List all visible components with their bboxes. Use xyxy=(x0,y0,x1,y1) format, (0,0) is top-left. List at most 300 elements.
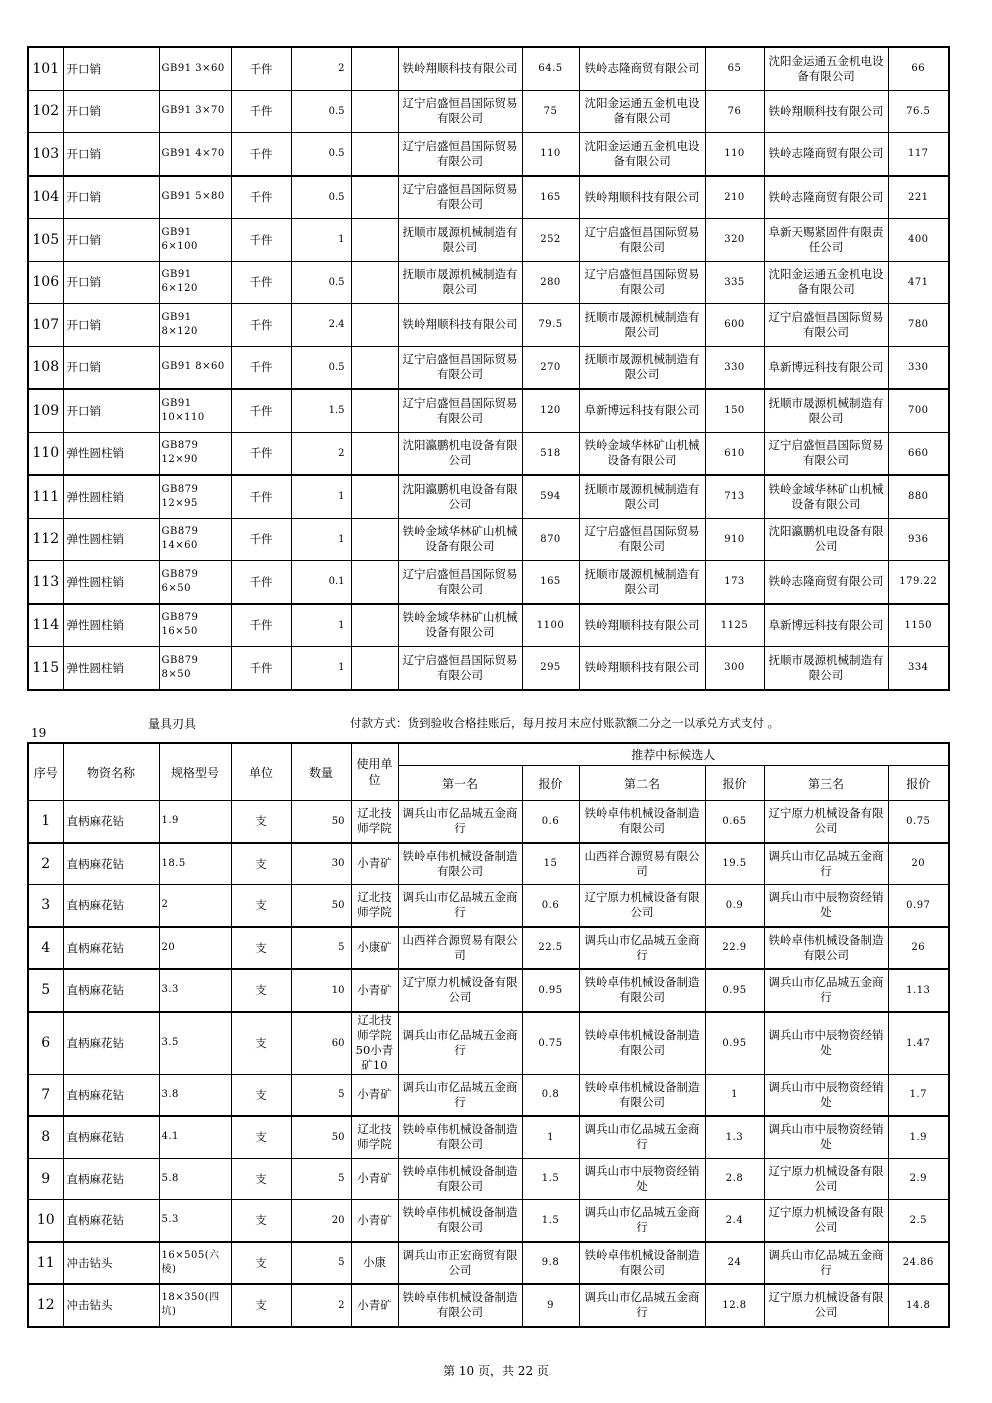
using-unit: 辽北技师学院 xyxy=(351,801,398,843)
using-unit xyxy=(351,47,398,90)
item-unit: 千件 xyxy=(231,432,291,475)
third-supplier: 阜新博远科技有限公司 xyxy=(764,346,888,389)
second-price: 0.95 xyxy=(705,1012,764,1075)
third-supplier: 铁岭志隆商贸有限公司 xyxy=(764,133,888,176)
table-row xyxy=(28,561,949,604)
first-supplier: 辽宁启盛恒昌国际贸易有限公司 xyxy=(398,90,522,133)
item-spec: 3.5 xyxy=(159,1012,231,1075)
second-price: 610 xyxy=(705,432,764,475)
item-quantity: 1 xyxy=(291,518,351,561)
first-supplier: 铁岭卓伟机械设备制造有限公司 xyxy=(398,843,522,885)
item-name: 开口销 xyxy=(63,389,159,432)
first-supplier: 山西祥合源贸易有限公司 xyxy=(398,927,522,970)
item-quantity: 0.5 xyxy=(291,176,351,219)
first-price: 165 xyxy=(522,561,579,604)
first-price: 0.75 xyxy=(522,1012,579,1075)
first-supplier: 铁岭金域华林矿山机械设备有限公司 xyxy=(398,604,522,647)
item-name: 弹性圆柱销 xyxy=(63,475,159,518)
second-price: 19.5 xyxy=(705,843,764,885)
second-supplier: 调兵山市中辰物资经销处 xyxy=(579,1158,705,1200)
item-spec: GB91 8×120 xyxy=(159,304,231,347)
item-name: 直柄麻花钻 xyxy=(63,843,159,885)
using-unit: 小康矿 xyxy=(351,927,398,970)
item-unit: 千件 xyxy=(231,261,291,304)
item-unit: 千件 xyxy=(231,604,291,647)
table-row xyxy=(28,261,949,304)
third-supplier: 辽宁启盛恒昌国际贸易有限公司 xyxy=(764,304,888,347)
item-name: 弹性圆柱销 xyxy=(63,604,159,647)
header-candidates: 推荐中标候选人 xyxy=(398,743,949,766)
item-spec: 4.1 xyxy=(159,1116,231,1158)
item-quantity: 2 xyxy=(291,47,351,90)
item-quantity: 50 xyxy=(291,801,351,843)
first-price: 0.6 xyxy=(522,801,579,843)
item-spec: GB879 16×50 xyxy=(159,604,231,647)
using-unit xyxy=(351,475,398,518)
item-unit: 千件 xyxy=(231,219,291,262)
third-price: 1150 xyxy=(888,604,949,647)
using-unit: 小青矿 xyxy=(351,1158,398,1200)
second-price: 2.4 xyxy=(705,1200,764,1242)
table-row xyxy=(28,1012,949,1075)
table-row xyxy=(28,47,949,90)
second-supplier: 辽宁启盛恒昌国际贸易有限公司 xyxy=(579,261,705,304)
third-price: 880 xyxy=(888,475,949,518)
first-price: 1.5 xyxy=(522,1158,579,1200)
first-price: 270 xyxy=(522,346,579,389)
table-row xyxy=(28,1116,949,1158)
third-price: 1.9 xyxy=(888,1116,949,1158)
second-supplier: 铁岭卓伟机械设备制造有限公司 xyxy=(579,1074,705,1116)
item-name: 开口销 xyxy=(63,219,159,262)
second-supplier: 铁岭翔顺科技有限公司 xyxy=(579,604,705,647)
row-number: 105 xyxy=(28,219,63,262)
using-unit xyxy=(351,432,398,475)
first-price: 9 xyxy=(522,1284,579,1327)
using-unit: 辽北技师学院 xyxy=(351,885,398,927)
third-supplier: 铁岭金域华林矿山机械设备有限公司 xyxy=(764,475,888,518)
second-supplier: 铁岭卓伟机械设备制造有限公司 xyxy=(579,801,705,843)
row-number: 106 xyxy=(28,261,63,304)
item-unit: 支 xyxy=(231,1242,291,1285)
first-supplier: 辽宁启盛恒昌国际贸易有限公司 xyxy=(398,346,522,389)
second-supplier: 调兵山市亿品城五金商行 xyxy=(579,1116,705,1158)
item-name: 冲击钻头 xyxy=(63,1242,159,1285)
row-number: 12 xyxy=(28,1284,63,1327)
page-footer: 第 10 页，共 22 页 xyxy=(443,1364,549,1378)
row-number: 3 xyxy=(28,885,63,927)
header-third: 第三名 xyxy=(764,766,888,801)
first-supplier: 调兵山市亿品城五金商行 xyxy=(398,1012,522,1075)
third-price: 1.47 xyxy=(888,1012,949,1075)
item-unit: 千件 xyxy=(231,176,291,219)
row-number: 103 xyxy=(28,133,63,176)
item-unit: 支 xyxy=(231,1012,291,1075)
second-supplier: 铁岭翔顺科技有限公司 xyxy=(579,176,705,219)
third-price: 117 xyxy=(888,133,949,176)
third-supplier: 调兵山市亿品城五金商行 xyxy=(764,1242,888,1285)
item-unit: 千件 xyxy=(231,304,291,347)
item-spec: GB91 4×70 xyxy=(159,133,231,176)
item-unit: 千件 xyxy=(231,518,291,561)
third-supplier: 铁岭志隆商贸有限公司 xyxy=(764,176,888,219)
header-unit: 单位 xyxy=(231,743,291,801)
header-price-1: 报价 xyxy=(522,766,579,801)
item-name: 弹性圆柱销 xyxy=(63,518,159,561)
using-unit: 辽北技师学院50小青矿10 xyxy=(351,1012,398,1075)
row-number: 5 xyxy=(28,969,63,1012)
item-quantity: 2.4 xyxy=(291,304,351,347)
table-row xyxy=(28,969,949,1012)
first-supplier: 辽宁启盛恒昌国际贸易有限公司 xyxy=(398,561,522,604)
first-price: 110 xyxy=(522,133,579,176)
row-number: 107 xyxy=(28,304,63,347)
row-number: 109 xyxy=(28,389,63,432)
item-unit: 千件 xyxy=(231,346,291,389)
second-supplier: 调兵山市亿品城五金商行 xyxy=(579,1200,705,1242)
third-price: 471 xyxy=(888,261,949,304)
third-price: 330 xyxy=(888,346,949,389)
item-spec: 16×505(六棱) xyxy=(159,1242,231,1285)
third-supplier: 铁岭翔顺科技有限公司 xyxy=(764,90,888,133)
second-price: 2.8 xyxy=(705,1158,764,1200)
first-supplier: 铁岭卓伟机械设备制造有限公司 xyxy=(398,1158,522,1200)
item-unit: 支 xyxy=(231,1200,291,1242)
table-row xyxy=(28,927,949,970)
table-row xyxy=(28,219,949,262)
header-qty: 数量 xyxy=(291,743,351,801)
second-price: 1 xyxy=(705,1074,764,1116)
using-unit xyxy=(351,518,398,561)
item-name: 弹性圆柱销 xyxy=(63,432,159,475)
item-unit: 千件 xyxy=(231,647,291,690)
second-price: 22.9 xyxy=(705,927,764,970)
table-row xyxy=(28,843,949,885)
item-unit: 千件 xyxy=(231,47,291,90)
second-price: 0.65 xyxy=(705,801,764,843)
third-supplier: 调兵山市中辰物资经销处 xyxy=(764,1012,888,1075)
first-price: 15 xyxy=(522,843,579,885)
third-supplier: 调兵山市中辰物资经销处 xyxy=(764,1116,888,1158)
third-supplier: 沈阳金运通五金机电设备有限公司 xyxy=(764,47,888,90)
using-unit xyxy=(351,346,398,389)
second-price: 1125 xyxy=(705,604,764,647)
row-number: 112 xyxy=(28,518,63,561)
table-row xyxy=(28,389,949,432)
second-price: 110 xyxy=(705,133,764,176)
item-name: 直柄麻花钻 xyxy=(63,969,159,1012)
second-supplier: 抚顺市晟源机械制造有限公司 xyxy=(579,561,705,604)
third-supplier: 辽宁原力机械设备有限公司 xyxy=(764,1158,888,1200)
using-unit: 小青矿 xyxy=(351,1200,398,1242)
first-supplier: 抚顺市晟源机械制造有限公司 xyxy=(398,261,522,304)
third-supplier: 抚顺市晟源机械制造有限公司 xyxy=(764,647,888,690)
item-quantity: 50 xyxy=(291,885,351,927)
table-row xyxy=(28,1284,949,1327)
first-price: 280 xyxy=(522,261,579,304)
third-price: 14.8 xyxy=(888,1284,949,1327)
item-name: 直柄麻花钻 xyxy=(63,1158,159,1200)
section-number: 19 xyxy=(31,726,47,740)
item-quantity: 30 xyxy=(291,843,351,885)
item-spec: 20 xyxy=(159,927,231,970)
row-number: 101 xyxy=(28,47,63,90)
first-price: 64.5 xyxy=(522,47,579,90)
second-price: 1.3 xyxy=(705,1116,764,1158)
second-supplier: 铁岭卓伟机械设备制造有限公司 xyxy=(579,969,705,1012)
first-supplier: 辽宁原力机械设备有限公司 xyxy=(398,969,522,1012)
first-supplier: 辽宁启盛恒昌国际贸易有限公司 xyxy=(398,389,522,432)
third-price: 2.5 xyxy=(888,1200,949,1242)
header-price-3: 报价 xyxy=(888,766,949,801)
second-supplier: 铁岭志隆商贸有限公司 xyxy=(579,47,705,90)
third-price: 221 xyxy=(888,176,949,219)
item-name: 直柄麻花钻 xyxy=(63,1012,159,1075)
second-price: 713 xyxy=(705,475,764,518)
item-unit: 支 xyxy=(231,969,291,1012)
second-supplier: 山西祥合源贸易有限公司 xyxy=(579,843,705,885)
second-price: 600 xyxy=(705,304,764,347)
item-name: 开口销 xyxy=(63,346,159,389)
item-quantity: 5 xyxy=(291,1074,351,1116)
using-unit: 小青矿 xyxy=(351,1284,398,1327)
using-unit: 小青矿 xyxy=(351,969,398,1012)
second-supplier: 辽宁启盛恒昌国际贸易有限公司 xyxy=(579,518,705,561)
third-price: 0.97 xyxy=(888,885,949,927)
section-title: 量具刃具 xyxy=(148,717,197,731)
item-quantity: 0.5 xyxy=(291,133,351,176)
first-supplier: 铁岭翔顺科技有限公司 xyxy=(398,304,522,347)
item-quantity: 2 xyxy=(291,1284,351,1327)
first-price: 120 xyxy=(522,389,579,432)
item-name: 直柄麻花钻 xyxy=(63,1074,159,1116)
item-spec: 1.9 xyxy=(159,801,231,843)
first-price: 0.8 xyxy=(522,1074,579,1116)
item-spec: GB91 3×60 xyxy=(159,47,231,90)
second-supplier: 沈阳金运通五金机电设备有限公司 xyxy=(579,133,705,176)
second-supplier: 铁岭金域华林矿山机械设备有限公司 xyxy=(579,432,705,475)
second-supplier: 辽宁启盛恒昌国际贸易有限公司 xyxy=(579,219,705,262)
item-name: 开口销 xyxy=(63,304,159,347)
third-supplier: 调兵山市中辰物资经销处 xyxy=(764,1074,888,1116)
table-row xyxy=(28,518,949,561)
second-supplier: 沈阳金运通五金机电设备有限公司 xyxy=(579,90,705,133)
third-price: 1.7 xyxy=(888,1074,949,1116)
first-supplier: 辽宁启盛恒昌国际贸易有限公司 xyxy=(398,176,522,219)
second-supplier: 阜新博远科技有限公司 xyxy=(579,389,705,432)
table-row xyxy=(28,1200,949,1242)
first-supplier: 辽宁启盛恒昌国际贸易有限公司 xyxy=(398,133,522,176)
item-spec: 3.8 xyxy=(159,1074,231,1116)
table-row xyxy=(28,647,949,690)
second-price: 335 xyxy=(705,261,764,304)
using-unit xyxy=(351,176,398,219)
table-row xyxy=(28,346,949,389)
second-price: 0.95 xyxy=(705,969,764,1012)
header-price-2: 报价 xyxy=(705,766,764,801)
item-name: 直柄麻花钻 xyxy=(63,1116,159,1158)
second-price: 76 xyxy=(705,90,764,133)
item-quantity: 0.5 xyxy=(291,261,351,304)
first-supplier: 铁岭金域华林矿山机械设备有限公司 xyxy=(398,518,522,561)
first-supplier: 调兵山市正宏商贸有限公司 xyxy=(398,1242,522,1285)
second-price: 330 xyxy=(705,346,764,389)
using-unit xyxy=(351,133,398,176)
item-quantity: 5 xyxy=(291,1242,351,1285)
item-unit: 千件 xyxy=(231,389,291,432)
second-supplier: 铁岭卓伟机械设备制造有限公司 xyxy=(579,1012,705,1075)
first-price: 79.5 xyxy=(522,304,579,347)
item-unit: 支 xyxy=(231,1074,291,1116)
third-price: 20 xyxy=(888,843,949,885)
item-unit: 支 xyxy=(231,1158,291,1200)
item-spec: GB879 6×50 xyxy=(159,561,231,604)
table-row xyxy=(28,604,949,647)
first-supplier: 铁岭卓伟机械设备制造有限公司 xyxy=(398,1284,522,1327)
item-spec: 5.3 xyxy=(159,1200,231,1242)
item-name: 开口销 xyxy=(63,176,159,219)
second-supplier: 抚顺市晟源机械制造有限公司 xyxy=(579,475,705,518)
row-number: 110 xyxy=(28,432,63,475)
table-row xyxy=(28,1074,949,1116)
third-price: 0.75 xyxy=(888,801,949,843)
using-unit xyxy=(351,389,398,432)
header-second: 第二名 xyxy=(579,766,705,801)
item-spec: 18×350(四坑) xyxy=(159,1284,231,1327)
using-unit xyxy=(351,90,398,133)
using-unit: 小青矿 xyxy=(351,1074,398,1116)
item-unit: 支 xyxy=(231,1116,291,1158)
first-supplier: 抚顺市晟源机械制造有限公司 xyxy=(398,219,522,262)
third-price: 66 xyxy=(888,47,949,90)
row-number: 108 xyxy=(28,346,63,389)
item-spec: GB879 8×50 xyxy=(159,647,231,690)
table-row xyxy=(28,1242,949,1285)
first-supplier: 沈阳瀛鹏机电设备有限公司 xyxy=(398,475,522,518)
third-supplier: 阜新天赐紧固件有限责任公司 xyxy=(764,219,888,262)
row-number: 111 xyxy=(28,475,63,518)
row-number: 4 xyxy=(28,927,63,970)
row-number: 2 xyxy=(28,843,63,885)
first-supplier: 调兵山市亿品城五金商行 xyxy=(398,1074,522,1116)
first-price: 22.5 xyxy=(522,927,579,970)
using-unit: 小青矿 xyxy=(351,843,398,885)
third-price: 700 xyxy=(888,389,949,432)
third-price: 334 xyxy=(888,647,949,690)
item-quantity: 0.5 xyxy=(291,346,351,389)
using-unit xyxy=(351,561,398,604)
bid-table-tools xyxy=(27,742,950,1328)
second-price: 65 xyxy=(705,47,764,90)
third-supplier: 调兵山市中辰物资经销处 xyxy=(764,885,888,927)
table-row xyxy=(28,90,949,133)
first-supplier: 铁岭卓伟机械设备制造有限公司 xyxy=(398,1200,522,1242)
third-price: 660 xyxy=(888,432,949,475)
using-unit xyxy=(351,261,398,304)
item-unit: 千件 xyxy=(231,90,291,133)
item-unit: 支 xyxy=(231,885,291,927)
item-name: 开口销 xyxy=(63,90,159,133)
third-price: 1.13 xyxy=(888,969,949,1012)
using-unit xyxy=(351,647,398,690)
row-number: 8 xyxy=(28,1116,63,1158)
first-supplier: 辽宁启盛恒昌国际贸易有限公司 xyxy=(398,647,522,690)
item-quantity: 0.5 xyxy=(291,90,351,133)
first-price: 75 xyxy=(522,90,579,133)
third-supplier: 辽宁启盛恒昌国际贸易有限公司 xyxy=(764,432,888,475)
third-price: 400 xyxy=(888,219,949,262)
first-supplier: 调兵山市亿品城五金商行 xyxy=(398,885,522,927)
table-row xyxy=(28,133,949,176)
item-spec: GB91 10×110 xyxy=(159,389,231,432)
item-spec: GB91 8×60 xyxy=(159,346,231,389)
first-supplier: 沈阳瀛鹏机电设备有限公司 xyxy=(398,432,522,475)
bid-table-pins xyxy=(27,46,950,691)
third-supplier: 沈阳金运通五金机电设备有限公司 xyxy=(764,261,888,304)
table-row xyxy=(28,1158,949,1200)
item-quantity: 20 xyxy=(291,1200,351,1242)
table-row xyxy=(28,801,949,843)
item-name: 直柄麻花钻 xyxy=(63,801,159,843)
first-price: 0.95 xyxy=(522,969,579,1012)
first-price: 1 xyxy=(522,1116,579,1158)
second-price: 173 xyxy=(705,561,764,604)
item-spec: GB91 6×120 xyxy=(159,261,231,304)
row-number: 102 xyxy=(28,90,63,133)
item-name: 弹性圆柱销 xyxy=(63,647,159,690)
item-quantity: 5 xyxy=(291,1158,351,1200)
item-name: 弹性圆柱销 xyxy=(63,561,159,604)
third-supplier: 阜新博远科技有限公司 xyxy=(764,604,888,647)
third-price: 780 xyxy=(888,304,949,347)
second-price: 24 xyxy=(705,1242,764,1285)
first-price: 9.8 xyxy=(522,1242,579,1285)
header-no: 序号 xyxy=(28,743,63,801)
using-unit: 小康 xyxy=(351,1242,398,1285)
item-spec: 2 xyxy=(159,885,231,927)
third-supplier: 辽宁原力机械设备有限公司 xyxy=(764,1284,888,1327)
item-quantity: 0.1 xyxy=(291,561,351,604)
row-number: 6 xyxy=(28,1012,63,1075)
third-price: 2.9 xyxy=(888,1158,949,1200)
row-number: 104 xyxy=(28,176,63,219)
item-spec: GB879 14×60 xyxy=(159,518,231,561)
third-supplier: 铁岭志隆商贸有限公司 xyxy=(764,561,888,604)
item-quantity: 1 xyxy=(291,219,351,262)
third-price: 76.5 xyxy=(888,90,949,133)
item-unit: 支 xyxy=(231,927,291,970)
first-supplier: 铁岭卓伟机械设备制造有限公司 xyxy=(398,1116,522,1158)
item-quantity: 60 xyxy=(291,1012,351,1075)
using-unit xyxy=(351,304,398,347)
third-supplier: 辽宁原力机械设备有限公司 xyxy=(764,801,888,843)
item-spec: 18.5 xyxy=(159,843,231,885)
second-price: 320 xyxy=(705,219,764,262)
item-quantity: 1 xyxy=(291,647,351,690)
third-supplier: 铁岭卓伟机械设备制造有限公司 xyxy=(764,927,888,970)
payment-terms: 付款方式：货到验收合格挂账后，每月按月末应付账款额二分之一以承兑方式支付 。 xyxy=(350,716,780,730)
first-supplier: 铁岭翔顺科技有限公司 xyxy=(398,47,522,90)
first-price: 594 xyxy=(522,475,579,518)
second-price: 300 xyxy=(705,647,764,690)
third-price: 179.22 xyxy=(888,561,949,604)
using-unit: 辽北技师学院 xyxy=(351,1116,398,1158)
item-quantity: 50 xyxy=(291,1116,351,1158)
item-unit: 支 xyxy=(231,843,291,885)
item-name: 开口销 xyxy=(63,133,159,176)
second-price: 12.8 xyxy=(705,1284,764,1327)
header-use: 使用单位 xyxy=(351,743,398,801)
